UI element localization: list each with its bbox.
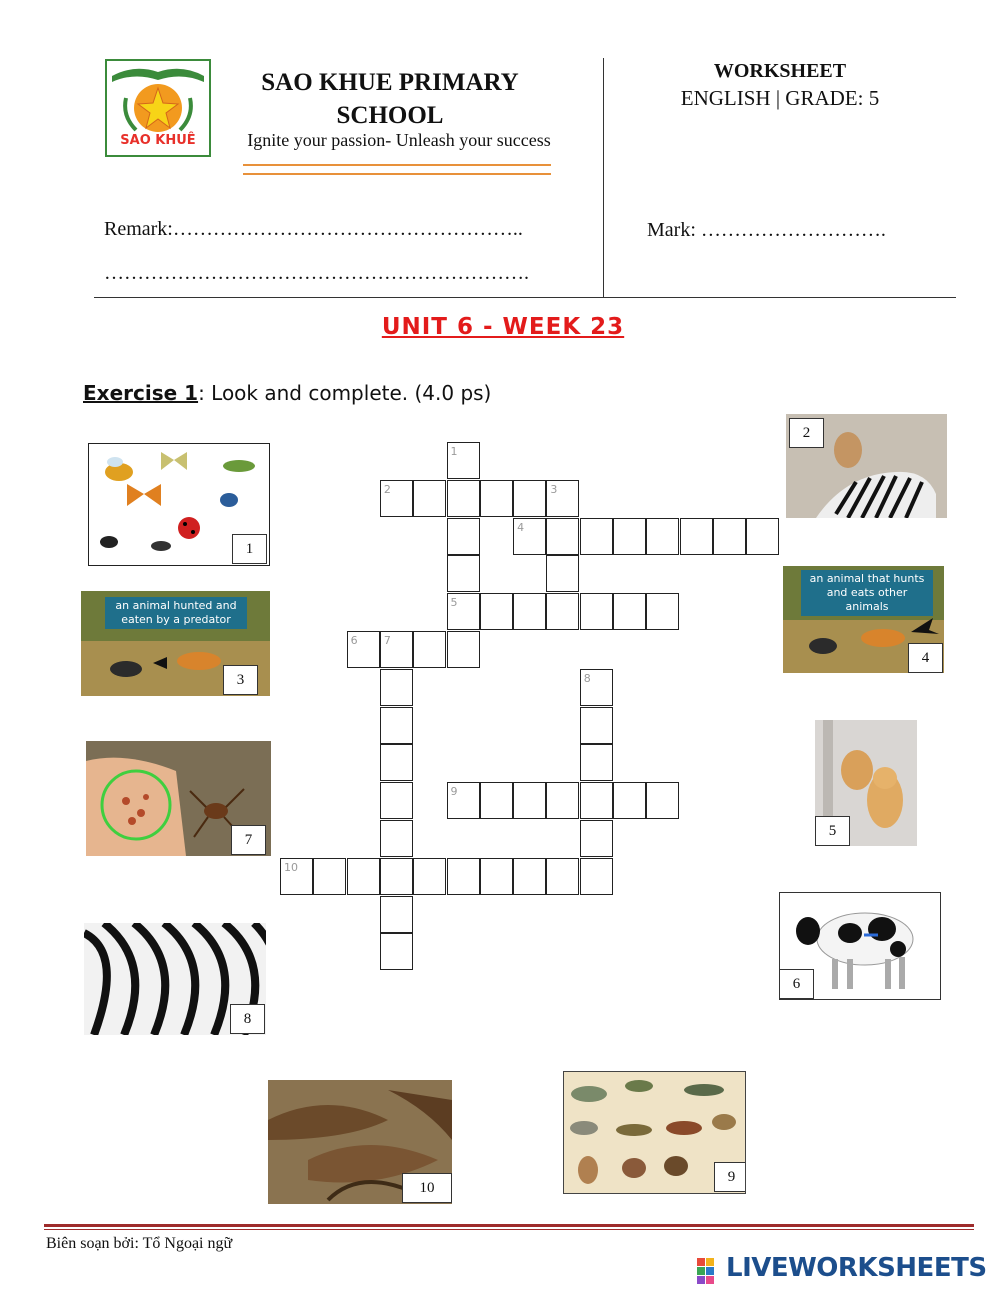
picture-number-4: 4 — [908, 643, 943, 673]
crossword-cell[interactable] — [513, 593, 546, 630]
crossword-cell[interactable] — [580, 744, 613, 781]
caption-predator: an animal that hunts and eats other animals — [801, 570, 933, 616]
school-logo — [104, 58, 212, 158]
picture-number-2: 2 — [789, 418, 824, 448]
crossword-cell[interactable] — [347, 858, 380, 895]
crossword-cell[interactable] — [380, 669, 413, 706]
crossword-clue-number: 9 — [450, 785, 458, 799]
crossword-cell[interactable] — [513, 782, 546, 819]
crossword-cell[interactable] — [380, 933, 413, 970]
crossword-cell[interactable] — [580, 858, 613, 895]
remark-field: Remark:…………………………………………….. — [104, 218, 523, 240]
horizontal-divider — [94, 297, 956, 298]
picture-number-10: 10 — [402, 1173, 452, 1203]
crossword-cell[interactable] — [546, 593, 579, 630]
crossword-cell[interactable] — [680, 518, 713, 555]
school-name — [225, 66, 555, 132]
header-divider — [243, 164, 551, 166]
school-name-line1: SAO KHUE PRIMARY — [261, 69, 519, 96]
crossword-cell[interactable] — [480, 782, 513, 819]
crossword-clue-number: 6 — [350, 634, 358, 647]
crossword-clue-number: 3 — [550, 482, 558, 496]
crossword-cell[interactable] — [447, 555, 480, 592]
crossword-cell[interactable] — [746, 518, 779, 555]
crossword-cell[interactable] — [580, 707, 613, 744]
picture-cow — [779, 892, 941, 1000]
picture-animals-illustration — [563, 1071, 746, 1194]
crossword-cell[interactable] — [380, 858, 413, 895]
picture-leaf-gecko — [268, 1080, 452, 1204]
header-divider — [243, 173, 551, 175]
remark-field-line2: ………………………………………………………. — [104, 262, 529, 284]
exercise-text: : Look and complete. (4.0 ps) — [198, 381, 492, 405]
crossword-cell[interactable] — [447, 782, 480, 819]
crossword-clue-number: 4 — [517, 520, 525, 534]
crossword-cell[interactable] — [513, 858, 546, 895]
crossword-cell[interactable] — [447, 480, 480, 517]
school-slogan: Ignite your passion- Unleash your success — [247, 130, 551, 150]
picture-predator — [783, 566, 944, 673]
crossword-cell[interactable] — [380, 896, 413, 933]
vertical-divider — [603, 58, 604, 298]
crossword-clue-number: 1 — [450, 445, 458, 458]
crossword-clue-number: 10 — [284, 860, 298, 874]
picture-number-1: 1 — [232, 534, 267, 564]
crossword-cell[interactable] — [546, 480, 579, 517]
crossword-cell[interactable] — [413, 858, 446, 895]
crossword-cell[interactable] — [513, 518, 546, 555]
liveworksheets-brand: LIVEWORKSHEETS — [726, 1253, 987, 1283]
unit-title: UNIT 6 - WEEK 23 — [381, 314, 625, 340]
crossword-cell[interactable] — [613, 518, 646, 555]
crossword-cell[interactable] — [613, 782, 646, 819]
exercise-label: Exercise 1 — [83, 381, 199, 405]
picture-zebra-stripes — [84, 923, 266, 1035]
crossword-cell[interactable] — [347, 631, 380, 668]
crossword-cell[interactable] — [546, 518, 579, 555]
crossword-clue-number: 8 — [583, 671, 591, 685]
footer-divider — [44, 1224, 974, 1227]
crossword-cell[interactable] — [413, 480, 446, 517]
crossword-cell[interactable] — [580, 669, 613, 706]
crossword-cell[interactable] — [646, 593, 679, 630]
crossword-cell[interactable] — [513, 480, 546, 517]
crossword-cell[interactable] — [546, 555, 579, 592]
footer-divider — [44, 1229, 974, 1230]
picture-number-7: 7 — [231, 825, 266, 855]
crossword-cell[interactable] — [380, 631, 413, 668]
crossword-cell[interactable] — [480, 480, 513, 517]
crossword-cell[interactable] — [580, 782, 613, 819]
crossword-cell[interactable] — [646, 782, 679, 819]
crossword-cell[interactable] — [413, 631, 446, 668]
crossword-cell[interactable] — [280, 858, 313, 895]
crossword-cell[interactable] — [580, 593, 613, 630]
picture-number-5: 5 — [815, 816, 850, 846]
svg-text:SAO KHUÊ: SAO KHUÊ — [120, 133, 196, 148]
crossword-cell[interactable] — [380, 782, 413, 819]
picture-number-6: 6 — [779, 969, 814, 999]
liveworksheets-logo-icon — [697, 1258, 723, 1284]
picture-spider-bite — [86, 741, 271, 856]
crossword-clue-number: 7 — [383, 634, 391, 647]
picture-prey — [81, 591, 270, 696]
crossword-cell[interactable] — [380, 707, 413, 744]
crossword-cell[interactable] — [447, 518, 480, 555]
picture-number-9: 9 — [714, 1162, 746, 1192]
author-credit: Biên soạn bởi: Tổ Ngoại ngữ — [46, 1235, 233, 1252]
crossword-cell[interactable] — [580, 518, 613, 555]
crossword-cell[interactable] — [380, 744, 413, 781]
mark-field: Mark: ………………………. — [647, 219, 886, 241]
crossword-cell[interactable] — [480, 593, 513, 630]
picture-number-3: 3 — [223, 665, 258, 695]
crossword-cell[interactable] — [480, 858, 513, 895]
crossword-cell[interactable] — [313, 858, 346, 895]
picture-kittens — [815, 720, 917, 846]
exercise-instruction — [83, 381, 491, 405]
crossword-cell[interactable] — [380, 820, 413, 857]
crossword-cell[interactable] — [580, 820, 613, 857]
crossword-cell[interactable] — [447, 442, 480, 479]
picture-insects — [88, 443, 270, 566]
crossword-cell[interactable] — [646, 518, 679, 555]
crossword-cell[interactable] — [713, 518, 746, 555]
picture-lion-zebra — [786, 414, 947, 518]
crossword-cell[interactable] — [447, 858, 480, 895]
caption-prey: an animal hunted and eaten by a predator — [105, 597, 247, 629]
worksheet-subtitle: ENGLISH | GRADE: 5 — [680, 86, 880, 110]
crossword-cell[interactable] — [613, 593, 646, 630]
crossword-cell[interactable] — [380, 480, 413, 517]
crossword-cell[interactable] — [546, 782, 579, 819]
crossword-clue-number: 5 — [450, 596, 458, 610]
crossword-cell[interactable] — [447, 631, 480, 668]
picture-number-8: 8 — [230, 1004, 265, 1034]
crossword-cell[interactable] — [447, 593, 480, 630]
crossword-clue-number: 2 — [383, 482, 391, 496]
school-name-line2: SCHOOL — [336, 102, 444, 129]
worksheet-title: WORKSHEET — [713, 60, 847, 82]
crossword-cell[interactable] — [546, 858, 579, 895]
